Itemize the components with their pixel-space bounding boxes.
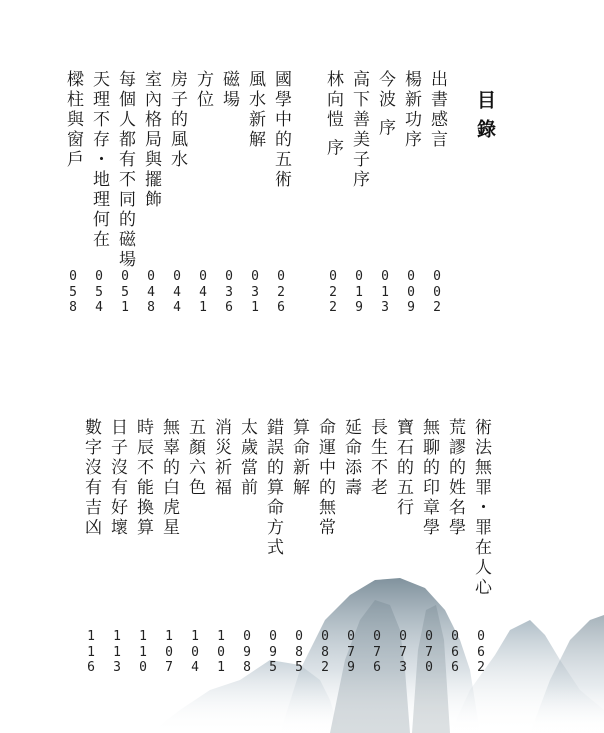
toc-entry-title[interactable]: 楊新功序 bbox=[401, 70, 421, 150]
toc-entry-title[interactable]: 室內格局與擺飾 bbox=[141, 70, 161, 210]
toc-entry-title[interactable]: 命運中的無常 bbox=[315, 418, 335, 538]
toc-entry-page: 101 bbox=[217, 629, 225, 675]
toc-entry-title[interactable]: 天理不存・地理何在 bbox=[89, 70, 109, 250]
toc-entry-page: 058 bbox=[69, 269, 77, 315]
toc-entry-page: 070 bbox=[425, 629, 433, 675]
toc-entry-title[interactable]: 術法無罪・罪在人心 bbox=[471, 418, 491, 598]
toc-title: 目錄 bbox=[474, 90, 496, 148]
toc-entry-title[interactable]: 每個人都有不同的磁場 bbox=[115, 70, 135, 270]
toc-entry-page: 031 bbox=[251, 269, 259, 315]
toc-entry-page: 062 bbox=[477, 629, 485, 675]
toc-entry-title[interactable]: 無辜的白虎星 bbox=[159, 418, 179, 538]
toc-entry-title[interactable]: 算命新解 bbox=[289, 418, 309, 498]
toc-entry-title[interactable]: 數字沒有吉凶 bbox=[81, 418, 101, 538]
toc-entry-title[interactable]: 方位 bbox=[193, 70, 213, 110]
toc-entry-page: 107 bbox=[165, 629, 173, 675]
toc-entry-title[interactable]: 五顏六色 bbox=[185, 418, 205, 498]
toc-entry-page: 073 bbox=[399, 629, 407, 675]
toc-entry-title[interactable]: 今波 序 bbox=[375, 70, 395, 139]
toc-entry-title[interactable]: 錯誤的算命方式 bbox=[263, 418, 283, 558]
toc-entry-page: 051 bbox=[121, 269, 129, 315]
toc-entry-page: 036 bbox=[225, 269, 233, 315]
toc-entry-title[interactable]: 消災祈福 bbox=[211, 418, 231, 498]
toc-entry-page: 009 bbox=[407, 269, 415, 315]
toc-entry-page: 041 bbox=[199, 269, 207, 315]
toc-entry-title[interactable]: 風水新解 bbox=[245, 70, 265, 150]
toc-entry-title[interactable]: 寶石的五行 bbox=[393, 418, 413, 518]
toc-entry-page: 019 bbox=[355, 269, 363, 315]
toc-entry-title[interactable]: 國學中的五術 bbox=[271, 70, 291, 190]
toc-entry-title[interactable]: 長生不老 bbox=[367, 418, 387, 498]
toc-entry-page: 048 bbox=[147, 269, 155, 315]
toc-entry-title[interactable]: 出書感言 bbox=[427, 70, 447, 150]
toc-entry-page: 022 bbox=[329, 269, 337, 315]
toc-entry-page: 098 bbox=[243, 629, 251, 675]
toc-entry-title[interactable]: 延命添壽 bbox=[341, 418, 361, 498]
toc-entry-title[interactable]: 荒謬的姓名學 bbox=[445, 418, 465, 538]
toc-entry-page: 104 bbox=[191, 629, 199, 675]
toc-entry-page: 116 bbox=[87, 629, 95, 675]
toc-entry-page: 076 bbox=[373, 629, 381, 675]
toc-entry-title[interactable]: 磁場 bbox=[219, 70, 239, 110]
toc-entry-title[interactable]: 太歲當前 bbox=[237, 418, 257, 498]
toc-entry-page: 044 bbox=[173, 269, 181, 315]
toc-entry-page: 079 bbox=[347, 629, 355, 675]
toc-entry-page: 002 bbox=[433, 269, 441, 315]
toc-entry-page: 095 bbox=[269, 629, 277, 675]
toc-entry-page: 054 bbox=[95, 269, 103, 315]
toc-entry-page: 013 bbox=[381, 269, 389, 315]
toc-entry-title[interactable]: 樑柱與窗戶 bbox=[63, 70, 83, 170]
toc-entry-title[interactable]: 日子沒有好壞 bbox=[107, 418, 127, 538]
toc-entry-title[interactable]: 時辰不能換算 bbox=[133, 418, 153, 538]
toc-entry-page: 113 bbox=[113, 629, 121, 675]
toc-entry-page: 082 bbox=[321, 629, 329, 675]
toc-entry-page: 085 bbox=[295, 629, 303, 675]
toc-entry-title[interactable]: 高下善美子序 bbox=[349, 70, 369, 190]
toc-entry-title[interactable]: 房子的風水 bbox=[167, 70, 187, 170]
toc-entry-title[interactable]: 林向愷 序 bbox=[323, 70, 343, 159]
toc-entry-page: 026 bbox=[277, 269, 285, 315]
toc-entry-title[interactable]: 無聊的印章學 bbox=[419, 418, 439, 538]
toc-entry-page: 066 bbox=[451, 629, 459, 675]
toc-entry-page: 110 bbox=[139, 629, 147, 675]
